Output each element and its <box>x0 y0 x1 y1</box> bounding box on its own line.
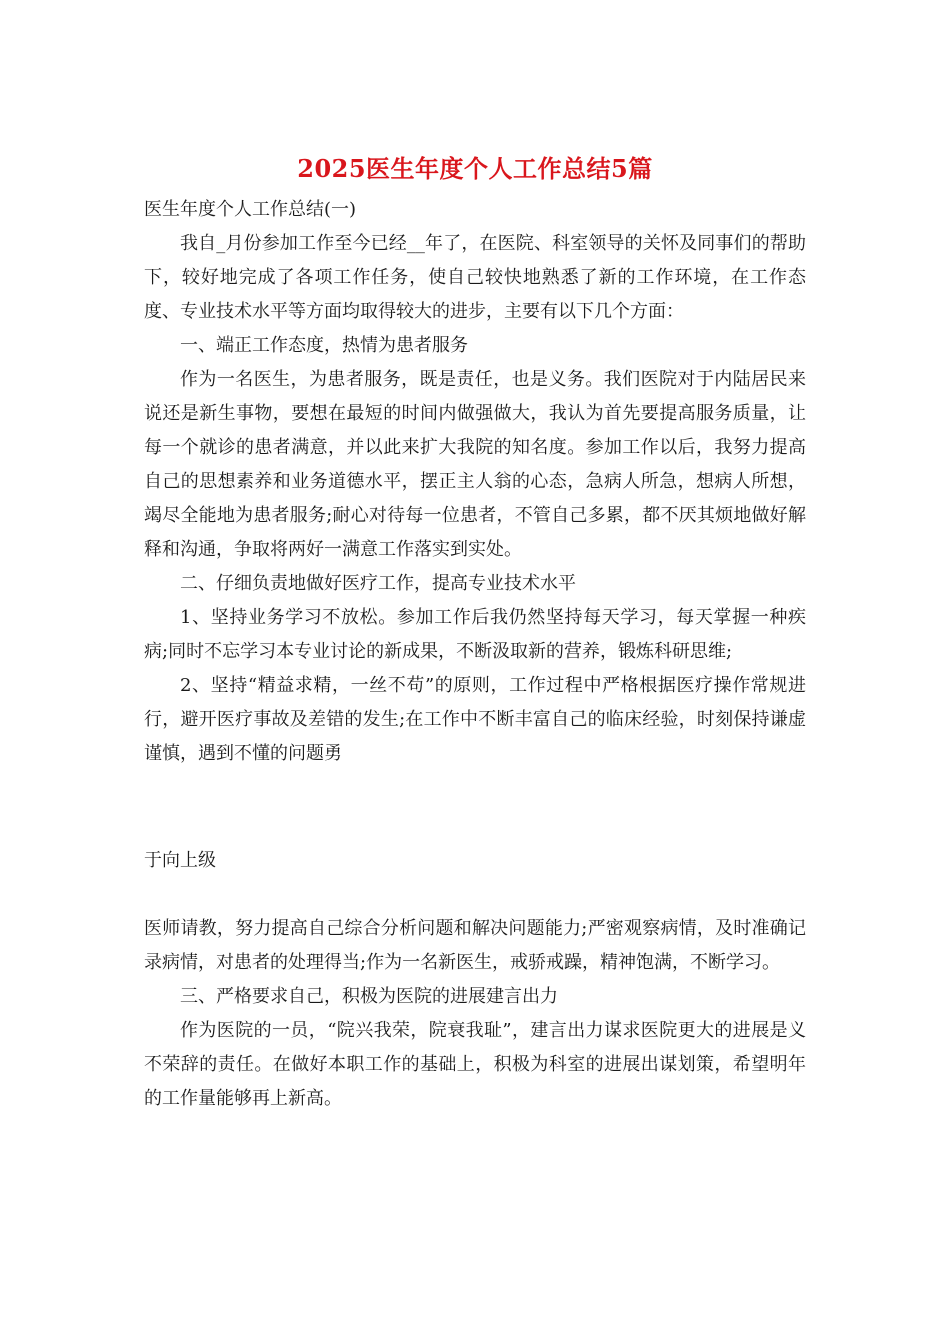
subheading-2: 二、仔细负责地做好医疗工作，提高专业技术水平 <box>180 573 576 594</box>
document-body-part-1 <box>144 193 806 771</box>
document-title: 2025医生年度个人工作总结5篇 <box>297 154 653 183</box>
section-heading: 医生年度个人工作总结(一) <box>144 199 357 220</box>
document-body-part-2 <box>144 844 806 878</box>
document-body-part-3 <box>144 912 806 1116</box>
paragraph-contribution: 作为医院的一员，“院兴我荣，院衰我耻”，建言出力谋求医院更大的进展是义不荣辞的责任。在做好本职工作的基础上，积极为科室的进展出谋划策，希望明年的工作量能够再上新高。 <box>144 1020 806 1109</box>
paragraph-service: 作为一名医生，为患者服务，既是责任，也是义务。我们医院对于内陆居民来说还是新生事物，要想在最短的时间内做强做大，我认为首先要提高服务质量，让每一个就诊的患者满意，并以此来扩大我院的知名度。参加工作以后，我努力提高自己的思想素养和业务道德水平，摆正主人翁的心态，急病人所急，想病人所想，竭尽全能地为患者服务;耐心对待每一位患者，不管自己多累，都不厌其烦地做好解释和沟通，争取将两好一满意工作落实到实处。 <box>144 369 806 560</box>
paragraph-point-1: 1、坚持业务学习不放松。参加工作后我仍然坚持每天学习，每天掌握一种疾病;同时不忘学习本专业讨论的新成果，不断汲取新的营养，锻炼科研思维; <box>144 607 806 662</box>
subheading-1: 一、端正工作态度，热情为患者服务 <box>180 335 468 356</box>
paragraph-point-2: 2、坚持“精益求精，一丝不苟”的原则，工作过程中严格根据医疗操作常规进行，避开医疗事故及差错的发生;在工作中不断丰富自己的临床经验，时刻保持谦虚谨慎，遇到不懂的问题勇 <box>144 675 806 764</box>
continuation-paragraph: 医师请教，努力提高自己综合分析问题和解决问题能力;严密观察病情，及时准确记录病情，对患者的处理得当;作为一名新医生，戒骄戒躁，精神饱满，不断学习。 <box>144 918 806 973</box>
intro-paragraph: 我自_月份参加工作至今已经__年了，在医院、科室领导的关怀及同事们的帮助下，较好地完成了各项工作任务，使自己较快地熟悉了新的工作环境，在工作态度、专业技术水平等方面均取得较大的进步，主要有以下几个方面： <box>144 233 806 322</box>
subheading-3: 三、严格要求自己，积极为医院的进展建言出力 <box>180 986 558 1007</box>
fragment-line: 于向上级 <box>144 850 216 871</box>
